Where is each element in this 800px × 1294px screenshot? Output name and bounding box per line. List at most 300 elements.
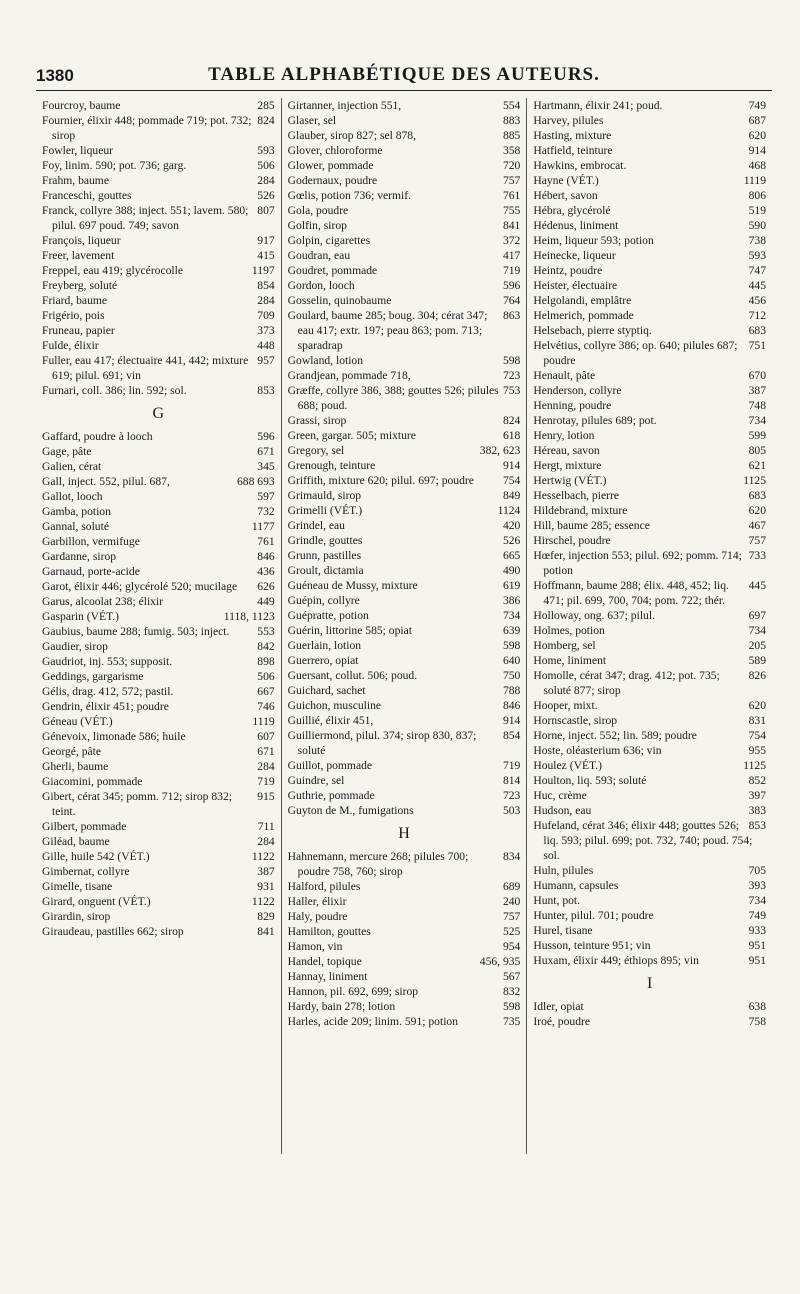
entry-page-ref: 467 — [748, 519, 767, 532]
entry-page-ref: 445 — [748, 579, 767, 592]
index-entry — [533, 713, 766, 728]
entry-text: Godernaux, poudre — [287, 174, 378, 187]
index-entry — [533, 533, 766, 548]
entry-page-ref: 1119 — [252, 715, 275, 728]
entry-page-ref: 621 — [748, 459, 767, 472]
index-entry — [533, 488, 766, 503]
index-entry — [42, 383, 275, 398]
entry-page-ref: 387 — [257, 865, 275, 878]
entry-text: Hooper, mixt. — [533, 699, 598, 712]
entry-page-ref: 506 — [257, 670, 275, 683]
entry-page-ref: 240 — [502, 895, 521, 908]
entry-page-ref: 667 — [257, 685, 275, 698]
index-entry — [533, 758, 766, 773]
entry-page-ref: 734 — [748, 624, 767, 637]
index-entry — [288, 248, 521, 263]
entry-page-ref: 846 — [502, 699, 521, 712]
index-entry — [533, 128, 766, 143]
entry-text: Fruneau, papier — [42, 324, 115, 337]
entry-text: Guerlain, lotion — [287, 639, 362, 652]
entry-page-ref: 746 — [257, 700, 275, 713]
index-entry — [533, 278, 766, 293]
entry-page-ref: 751 — [748, 339, 767, 352]
index-entry — [533, 218, 766, 233]
entry-text: Hirschel, poudre — [533, 534, 611, 547]
index-entry — [533, 863, 766, 878]
index-entry — [288, 353, 521, 368]
entry-text: Fulde, élixir — [42, 339, 99, 352]
entry-page-ref: 553 — [257, 625, 275, 638]
entry-page-ref: 814 — [502, 774, 521, 787]
entry-page-ref: 618 — [502, 429, 521, 442]
entry-page-ref: 598 — [502, 639, 521, 652]
entry-text: Husson, teinture 951; vin — [533, 939, 651, 952]
entry-page-ref: 749 — [748, 99, 767, 112]
index-entry — [288, 638, 521, 653]
entry-text: Gilbert, pommade — [42, 820, 127, 833]
index-entry — [42, 564, 275, 579]
entry-page-ref: 733 — [748, 549, 767, 562]
entry-page-ref: 732 — [257, 505, 275, 518]
entry-text: Garot, élixir 446; glycérolé 520; mucilage — [42, 580, 238, 593]
entry-text: Guillié, élixir 451, — [287, 714, 374, 727]
entry-text: Hébert, savon — [533, 189, 598, 202]
entry-text: Guindre, sel — [287, 774, 345, 787]
entry-page-ref: 885 — [502, 129, 521, 142]
entry-text: Grindel, eau — [287, 519, 345, 532]
entry-page-ref: 712 — [748, 309, 767, 322]
index-entry — [533, 143, 766, 158]
index-entry — [42, 504, 275, 519]
index-entry — [288, 503, 521, 518]
index-entry — [42, 263, 275, 278]
entry-text: Glauber, sirop 827; sel 878, — [287, 129, 417, 142]
index-entry — [533, 188, 766, 203]
entry-text: Geddings, gargarisme — [42, 670, 144, 683]
entry-page-ref: 638 — [748, 1000, 767, 1013]
entry-page-ref: 1125 — [743, 759, 767, 772]
entry-page-ref: 734 — [502, 609, 521, 622]
entry-text: Hœfer, injection 553; pilul. 692; pomm. 714; potion — [533, 549, 742, 577]
entry-page-ref: 734 — [748, 414, 767, 427]
entry-page-ref: 826 — [748, 669, 767, 682]
index-entry — [288, 263, 521, 278]
entry-page-ref: 1125 — [743, 474, 767, 487]
entry-text: Henderson, collyre — [533, 384, 622, 397]
entry-page-ref: 687 — [748, 114, 767, 127]
entry-text: Garnaud, porte-acide — [42, 565, 140, 578]
entry-page-ref: 689 — [502, 880, 521, 893]
entry-text: Garbillon, vermifuge — [42, 535, 140, 548]
index-entry — [288, 803, 521, 818]
entry-text: Houlez (VÉT.) — [533, 759, 603, 772]
index-entry — [533, 818, 766, 863]
entry-text: Frigério, pois — [42, 309, 105, 322]
entry-text: Guépin, collyre — [287, 594, 360, 607]
entry-text: Gordon, looch — [287, 279, 355, 292]
index-entry — [42, 699, 275, 714]
entry-text: Gimbernat, collyre — [42, 865, 130, 878]
index-entry — [533, 953, 766, 968]
index-entry — [533, 428, 766, 443]
entry-page-ref: 788 — [502, 684, 521, 697]
entry-page-ref: 526 — [257, 189, 275, 202]
entry-text: Hébra, glycérolé — [533, 204, 611, 217]
index-column-2 — [281, 98, 527, 1154]
entry-text: Holloway, ong. 637; pilul. — [533, 609, 655, 622]
entry-text: Friard, baume — [42, 294, 108, 307]
entry-page-ref: 640 — [502, 654, 521, 667]
entry-page-ref: 506 — [257, 159, 275, 172]
entry-text: Gallot, looch — [42, 490, 103, 503]
index-entry — [288, 233, 521, 248]
entry-text: Harles, acide 209; linim. 591; potion — [287, 1015, 459, 1028]
index-entry — [288, 158, 521, 173]
entry-page-ref: 397 — [748, 789, 767, 802]
entry-text: Hannay, liniment — [287, 970, 368, 983]
entry-text: Gardanne, sirop — [42, 550, 117, 563]
index-entry — [42, 819, 275, 834]
index-entry — [533, 473, 766, 488]
entry-page-ref: 620 — [748, 699, 767, 712]
entry-page-ref: 747 — [748, 264, 767, 277]
index-entry — [42, 338, 275, 353]
entry-page-ref: 852 — [748, 774, 767, 787]
index-entry — [533, 638, 766, 653]
index-entry — [533, 623, 766, 638]
entry-text: Gasparin (VÉT.) — [42, 610, 120, 623]
index-entry — [42, 789, 275, 819]
entry-text: Foy, linim. 590; pot. 736; garg. — [42, 159, 187, 172]
entry-page-ref: 284 — [257, 760, 275, 773]
entry-page-ref: 754 — [748, 729, 767, 742]
entry-page-ref: 1177 — [251, 520, 275, 533]
entry-page-ref: 526 — [502, 534, 521, 547]
entry-page-ref: 761 — [257, 535, 275, 548]
index-entry — [288, 773, 521, 788]
entry-text: Guichard, sachet — [287, 684, 366, 697]
entry-page-ref: 639 — [502, 624, 521, 637]
index-entry — [42, 444, 275, 459]
index-entry — [288, 128, 521, 143]
entry-text: Henault, pâte — [533, 369, 596, 382]
index-entry — [288, 563, 521, 578]
entry-text: Gage, pâte — [42, 445, 92, 458]
entry-page-ref: 1124 — [497, 504, 521, 517]
entry-text: Gibert, cérat 345; pomm. 712; sirop 832; teint. — [42, 790, 232, 818]
index-entry — [288, 909, 521, 924]
entry-text: Gowland, lotion — [287, 354, 364, 367]
index-columns — [36, 98, 772, 1154]
entry-text: Græffe, collyre 386, 388; gouttes 526; pilules 688; poud. — [287, 384, 499, 412]
entry-text: Gall, inject. 552, pilul. 687, — [42, 475, 170, 488]
entry-page-ref: 358 — [502, 144, 521, 157]
index-entry — [533, 999, 766, 1014]
entry-text: Grimelli (VÉT.) — [287, 504, 363, 517]
entry-page-ref: 387 — [748, 384, 767, 397]
entry-page-ref: 933 — [748, 924, 767, 937]
entry-page-ref: 750 — [502, 669, 521, 682]
index-entry — [42, 684, 275, 699]
entry-text: Hoffmann, baume 288; élix. 448, 452; liq. 471; pil. 699, 700, 704; pom. 722; thér. — [533, 579, 729, 607]
entry-text: Freppel, eau 419; glycérocolle — [42, 264, 184, 277]
entry-text: Grindle, gouttes — [287, 534, 363, 547]
index-entry — [42, 534, 275, 549]
index-entry — [288, 473, 521, 488]
index-entry — [42, 248, 275, 263]
entry-page-ref: 914 — [502, 459, 521, 472]
entry-text: Grenough, teinture — [287, 459, 376, 472]
entry-text: Guerrero, opiat — [287, 654, 359, 667]
index-entry — [533, 938, 766, 953]
index-entry — [533, 158, 766, 173]
entry-page-ref: 590 — [748, 219, 767, 232]
entry-page-ref: 448 — [257, 339, 275, 352]
index-entry — [288, 443, 521, 458]
entry-page-ref: 620 — [748, 129, 767, 142]
entry-text: François, liqueur — [42, 234, 121, 247]
index-entry — [533, 173, 766, 188]
entry-text: Gosselin, quinobaume — [287, 294, 392, 307]
entry-page-ref: 915 — [257, 790, 275, 803]
entry-page-ref: 1118, 1123 — [223, 610, 275, 623]
index-entry — [42, 834, 275, 849]
entry-page-ref: 898 — [257, 655, 275, 668]
entry-text: Fourcroy, baume — [42, 99, 121, 112]
entry-page-ref: 697 — [748, 609, 767, 622]
index-entry — [288, 533, 521, 548]
entry-text: Gœlis, potion 736; vermif. — [287, 189, 412, 202]
entry-page-ref: 754 — [502, 474, 521, 487]
entry-text: Guthrie, pommade — [287, 789, 375, 802]
index-entry — [288, 939, 521, 954]
entry-page-ref: 519 — [748, 204, 767, 217]
entry-text: Harvey, pilules — [533, 114, 604, 127]
index-entry — [533, 503, 766, 518]
index-entry — [533, 203, 766, 218]
index-entry — [288, 548, 521, 563]
index-entry — [288, 713, 521, 728]
entry-text: Gendrin, élixir 451; poudre — [42, 700, 169, 713]
entry-text: Golpin, cigarettes — [287, 234, 371, 247]
index-entry — [533, 98, 766, 113]
entry-page-ref: 205 — [748, 639, 767, 652]
entry-text: Hornscastle, sirop — [533, 714, 618, 727]
entry-text: Hawkins, embrocat. — [533, 159, 627, 172]
index-entry — [288, 488, 521, 503]
entry-text: Hurel, tisane — [533, 924, 593, 937]
entry-text: Hunt, pot. — [533, 894, 581, 907]
index-entry — [533, 743, 766, 758]
entry-page-ref: 598 — [502, 354, 521, 367]
index-entry — [533, 518, 766, 533]
entry-page-ref: 723 — [502, 789, 521, 802]
index-entry — [533, 338, 766, 368]
entry-text: Géneau (VÉT.) — [42, 715, 113, 728]
entry-text: Glaser, sel — [287, 114, 337, 127]
entry-text: Hergt, mixture — [533, 459, 602, 472]
index-entry — [533, 248, 766, 263]
entry-text: Hunter, pilul. 701; poudre — [533, 909, 654, 922]
entry-page-ref: 854 — [502, 729, 521, 742]
index-entry — [42, 98, 275, 113]
entry-text: Homberg, sel — [533, 639, 596, 652]
index-entry — [288, 428, 521, 443]
entry-page-ref: 345 — [257, 460, 275, 473]
entry-text: Garus, alcoolat 238; élixir — [42, 595, 164, 608]
entry-text: Heintz, poudre — [533, 264, 603, 277]
entry-page-ref: 503 — [502, 804, 521, 817]
entry-page-ref: 525 — [502, 925, 521, 938]
entry-text: Grunn, pastilles — [287, 549, 362, 562]
index-entry — [533, 233, 766, 248]
entry-text: Goudran, eau — [287, 249, 351, 262]
index-entry — [42, 293, 275, 308]
entry-page-ref: 824 — [502, 414, 521, 427]
entry-text: Gaudier, sirop — [42, 640, 108, 653]
index-entry — [42, 744, 275, 759]
entry-text: Green, gargar. 505; mixture — [287, 429, 416, 442]
entry-page-ref: 757 — [502, 910, 521, 923]
entry-text: Heim, liqueur 593; potion — [533, 234, 654, 247]
entry-page-ref: 284 — [257, 835, 275, 848]
entry-page-ref: 490 — [502, 564, 521, 577]
entry-page-ref: 607 — [257, 730, 275, 743]
index-entry — [533, 728, 766, 743]
entry-text: Helsebach, pierre styptiq. — [533, 324, 652, 337]
entry-text: Guépratte, potion — [287, 609, 369, 622]
index-entry — [288, 98, 521, 113]
index-entry — [533, 413, 766, 428]
entry-page-ref: 589 — [748, 654, 767, 667]
entry-text: Haller, élixir — [287, 895, 347, 908]
index-entry — [42, 429, 275, 444]
index-entry — [288, 173, 521, 188]
entry-page-ref: 738 — [748, 234, 767, 247]
entry-page-ref: 597 — [257, 490, 275, 503]
index-entry — [288, 668, 521, 683]
entry-page-ref: 805 — [748, 444, 767, 457]
entry-text: Guyton de M., fumigations — [287, 804, 414, 817]
index-entry — [42, 594, 275, 609]
index-entry — [533, 1014, 766, 1029]
index-column-1 — [36, 98, 281, 1154]
index-entry — [288, 218, 521, 233]
entry-page-ref: 841 — [257, 925, 275, 938]
entry-page-ref: 951 — [748, 939, 767, 952]
entry-text: Henning, poudre — [533, 399, 612, 412]
entry-page-ref: 671 — [257, 445, 275, 458]
entry-text: Huln, pilules — [533, 864, 594, 877]
entry-page-ref: 554 — [502, 99, 521, 112]
index-entry — [288, 113, 521, 128]
entry-text: Freer, lavement — [42, 249, 115, 262]
index-entry — [288, 308, 521, 353]
index-entry — [42, 654, 275, 669]
entry-page-ref: 846 — [257, 550, 275, 563]
entry-page-ref: 914 — [748, 144, 767, 157]
entry-text: Griffith, mixture 620; pilul. 697; poudre — [287, 474, 474, 487]
entry-text: Henry, lotion — [533, 429, 595, 442]
entry-page-ref: 761 — [502, 189, 521, 202]
index-entry — [42, 774, 275, 789]
entry-text: Hahnemann, mercure 268; pilules 700; poudre 758, 760; sirop — [287, 850, 469, 878]
index-entry — [42, 143, 275, 158]
entry-page-ref: 456 — [748, 294, 767, 307]
entry-text: Heinecke, liqueur — [533, 249, 616, 262]
entry-text: Giléad, baume — [42, 835, 110, 848]
index-entry — [288, 698, 521, 713]
entry-text: Frahm, baume — [42, 174, 109, 187]
index-entry — [42, 759, 275, 774]
index-entry — [533, 653, 766, 668]
entry-page-ref: 831 — [748, 714, 767, 727]
entry-text: Gille, huile 542 (VÉT.) — [42, 850, 150, 863]
entry-page-ref: 758 — [748, 1015, 767, 1028]
index-entry — [533, 308, 766, 323]
index-entry — [288, 788, 521, 803]
entry-text: Glover, chloroforme — [287, 144, 383, 157]
entry-page-ref: 719 — [257, 775, 275, 788]
index-entry — [533, 668, 766, 698]
index-entry — [288, 879, 521, 894]
index-entry — [288, 518, 521, 533]
index-entry — [288, 608, 521, 623]
entry-text: Furnari, coll. 386; lin. 592; sol. — [42, 384, 187, 397]
entry-page-ref: 709 — [257, 309, 275, 322]
entry-text: Iroé, poudre — [533, 1015, 590, 1028]
entry-page-ref: 1119 — [743, 174, 767, 187]
entry-page-ref: 1197 — [251, 264, 275, 277]
entry-page-ref: 372 — [502, 234, 521, 247]
entry-text: Franceschi, gouttes — [42, 189, 132, 202]
entry-page-ref: 1122 — [251, 850, 275, 863]
entry-text: Gaffard, poudre à looch — [42, 430, 153, 443]
entry-text: Georgé, pâte — [42, 745, 102, 758]
entry-page-ref: 749 — [748, 909, 767, 922]
index-entry — [533, 773, 766, 788]
entry-page-ref: 705 — [748, 864, 767, 877]
entry-page-ref: 806 — [748, 189, 767, 202]
index-entry — [42, 459, 275, 474]
entry-text: Hartmann, élixir 241; poud. — [533, 99, 663, 112]
index-entry — [288, 368, 521, 383]
index-entry — [42, 353, 275, 383]
entry-page-ref: 735 — [502, 1015, 521, 1028]
index-entry — [42, 579, 275, 594]
letter-heading: G — [152, 405, 165, 422]
index-entry — [533, 368, 766, 383]
entry-page-ref: 593 — [257, 144, 275, 157]
entry-page-ref: 957 — [257, 354, 275, 367]
index-entry — [533, 548, 766, 578]
entry-text: Idler, opiat — [533, 1000, 584, 1013]
entry-text: Gannal, soluté — [42, 520, 109, 533]
entry-text: Holmes, potion — [533, 624, 605, 637]
index-entry — [533, 923, 766, 938]
entry-page-ref: 719 — [502, 264, 521, 277]
entry-text: Horne, inject. 552; lin. 589; poudre — [533, 729, 697, 742]
entry-page-ref: 834 — [502, 850, 521, 863]
index-entry — [42, 729, 275, 744]
index-entry — [533, 113, 766, 128]
entry-text: Girard, onguent (VÉT.) — [42, 895, 151, 908]
entry-page-ref: 284 — [257, 294, 275, 307]
entry-text: Houlton, liq. 593; soluté — [533, 774, 647, 787]
entry-text: Helvétius, collyre 386; op. 640; pilules 687; poudre — [533, 339, 738, 367]
entry-text: Helgolandi, emplâtre — [533, 294, 632, 307]
index-entry — [533, 608, 766, 623]
